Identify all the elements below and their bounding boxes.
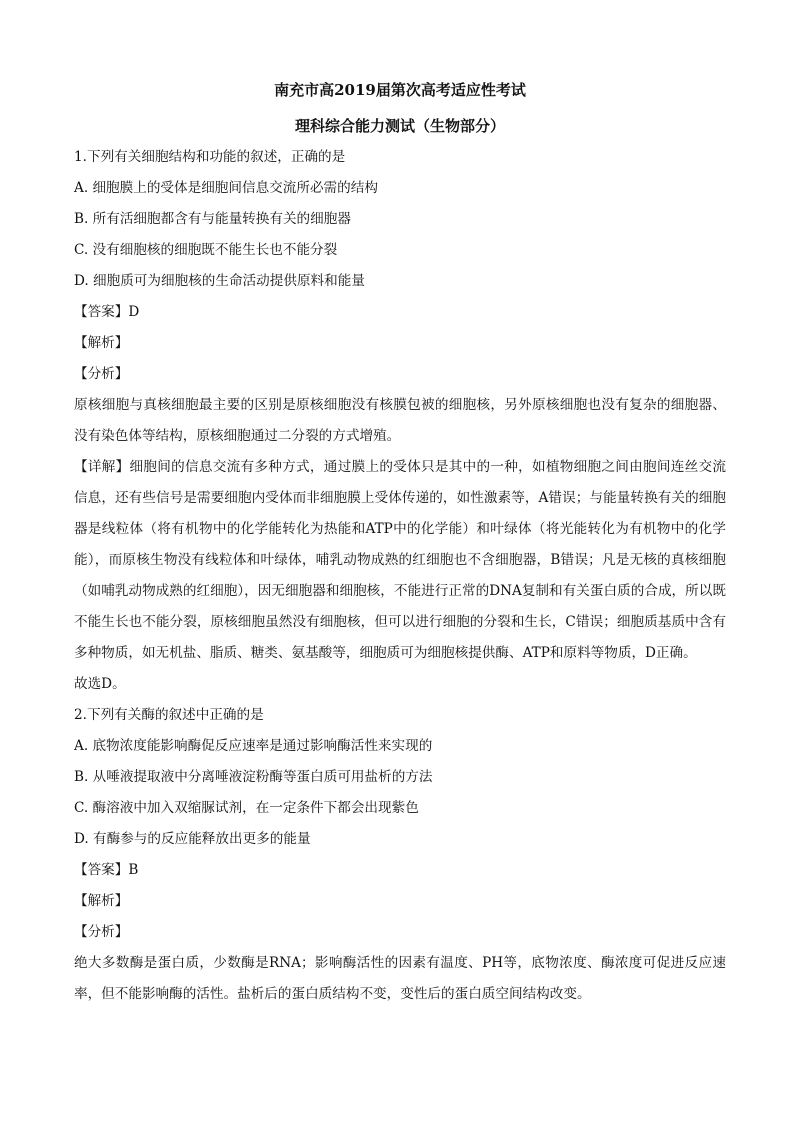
q2-stem: 2.下列有关酶的叙述中正确的是 [74, 707, 264, 723]
document-subtitle: 理科综合能力测试（生物部分） [294, 117, 505, 135]
q2-jiexi-label: 【解析】 [74, 893, 129, 909]
q1-analysis: 原核细胞与真核细胞最主要的区别是原核细胞没有核膜包被的细胞核，另外原核细胞也没有复杂的细胞器、没有染色体等结构，原核细胞通过二分裂的方式增殖。 [74, 397, 726, 444]
q1-stem: 1.下列有关细胞结构和功能的叙述，正确的是 [74, 149, 346, 165]
document-title: 南充市高2019届第次高考适应性考试 [274, 81, 526, 99]
q1-detail: 【详解】细胞间的信息交流有多种方式，通过膜上的受体只是其中的一种，如植物细胞之间由胞间连丝交流信息，还有些信号是需要细胞内受体而非细胞膜上受体传递的，如性激素等，A错误；与能量转换有关的细胞器是线粒体（将有机物中的化学能转化为热能和ATP中的化学能）和叶绿体（将光能转化为有机物中的化学能），而原核生物没有线粒体和叶绿体，哺乳动物成熟的红细胞也不含细胞器，B错误；凡是无核的真核细胞（如哺乳动物成熟的红细胞），因无细胞器和细胞核，不能进行正常的DNA复制和有关蛋白质的合成，所以既不能生长也不能分裂，原核细胞虽然没有细胞核，但可以进行细胞的分裂和生长，C错误；细胞质基质中含有多种物质，如无机盐、脂质、糖类、氨基酸等，细胞质可为细胞核提供酶、ATP和原料等物质，D正确。 [74, 459, 726, 661]
q1-jiexi-label: 【解析】 [74, 335, 129, 351]
q1-conclusion: 故选D。 [74, 676, 126, 692]
q1-option-a: A. 细胞膜上的受体是细胞间信息交流所必需的结构 [74, 180, 378, 196]
q2-fenxi-label: 【分析】 [74, 924, 129, 940]
q1-option-d: D. 细胞质可为细胞核的生命活动提供原料和能量 [74, 273, 365, 289]
document-content [74, 80, 726, 1010]
q2-option-d: D. 有酶参与的反应能释放出更多的能量 [74, 831, 311, 847]
q1-answer: 【答案】D [74, 304, 140, 320]
q2-answer: 【答案】B [74, 862, 139, 878]
q2-analysis: 绝大多数酶是蛋白质，少数酶是RNA；影响酶活性的因素有温度、PH等，底物浓度、酶浓度可促进反应速率，但不能影响酶的活性。盐析后的蛋白质结构不变，变性后的蛋白质空间结构改变。 [74, 955, 726, 1002]
q2-option-a: A. 底物浓度能影响酶促反应速率是通过影响酶活性来实现的 [74, 738, 433, 754]
q2-option-c: C. 酶溶液中加入双缩脲试剂，在一定条件下都会出现紫色 [74, 800, 419, 816]
q1-fenxi-label: 【分析】 [74, 366, 129, 382]
q2-option-b: B. 从唾液提取液中分离唾液淀粉酶等蛋白质可用盐析的方法 [74, 769, 433, 785]
q1-option-c: C. 没有细胞核的细胞既不能生长也不能分裂 [74, 242, 338, 258]
q1-option-b: B. 所有活细胞都含有与能量转换有关的细胞器 [74, 211, 351, 227]
